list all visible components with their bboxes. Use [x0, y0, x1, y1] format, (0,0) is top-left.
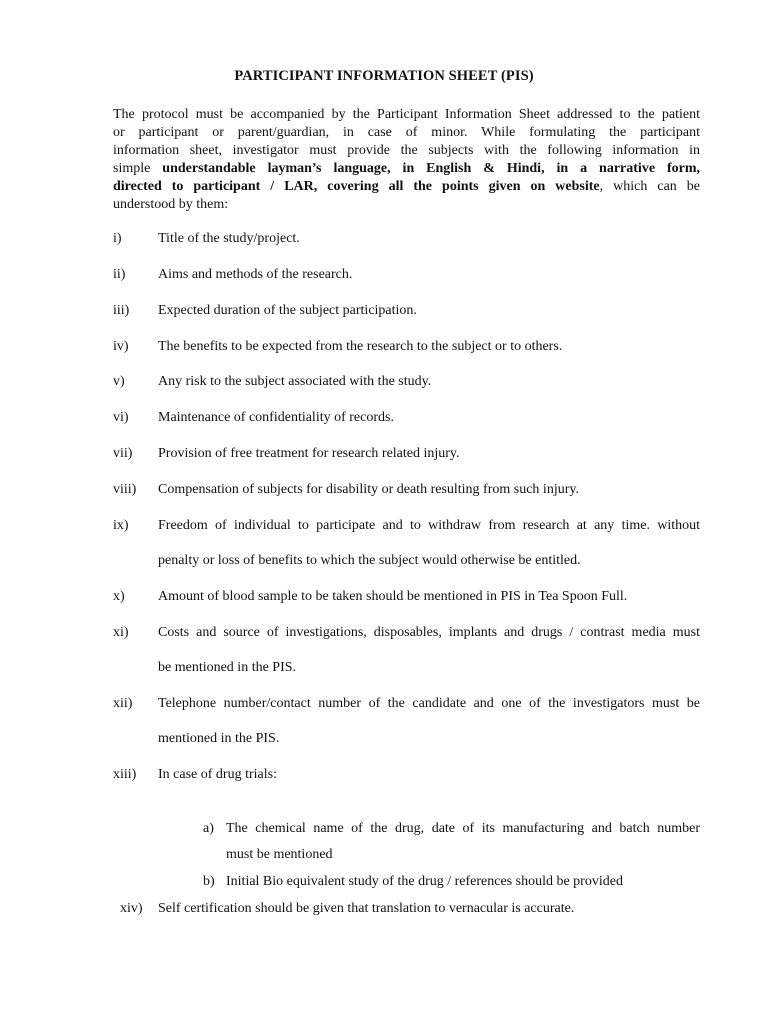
- sub-item-letter: a): [203, 821, 214, 836]
- item-text: Self certification should be given that translation to vernacular is accurate.: [158, 901, 575, 916]
- intro-paragraph: [113, 106, 700, 214]
- item-number: xii): [113, 696, 133, 711]
- sub-item-text: Initial Bio equivalent study of the drug / references should be provided: [226, 874, 623, 889]
- item-number: vii): [113, 446, 133, 461]
- item-text: In case of drug trials:: [158, 767, 277, 782]
- intro-line: understood by them:: [113, 197, 229, 212]
- item-text: Compensation of subjects for disability or death resulting from such injury.: [158, 482, 579, 497]
- item-text: Title of the study/project.: [158, 231, 300, 246]
- intro-text: , which can be: [599, 179, 700, 194]
- intro-line: [113, 178, 700, 196]
- item-text: Aims and methods of the research.: [158, 267, 353, 282]
- item-text-continued: mentioned in the PIS.: [158, 731, 280, 746]
- item-number: ix): [113, 518, 129, 533]
- item-text: Telephone number/contact number of the candidate and one of the investigators must be: [158, 696, 700, 711]
- item-text: Costs and source of investigations, disposables, implants and drugs / contrast media must: [158, 625, 700, 640]
- intro-line: information sheet, investigator must provide the subjects with the following information in: [113, 143, 700, 158]
- item-text-continued: penalty or loss of benefits to which the subject would otherwise be entitled.: [158, 553, 581, 568]
- item-number: vi): [113, 410, 129, 425]
- sub-item-text-continued: must be mentioned: [226, 847, 333, 862]
- page-title: PARTICIPANT INFORMATION SHEET (PIS): [234, 68, 534, 84]
- item-text: Amount of blood sample to be taken should be mentioned in PIS in Tea Spoon Full.: [158, 589, 628, 604]
- item-text-continued: be mentioned in the PIS.: [158, 660, 297, 675]
- sub-item-text: The chemical name of the drug, date of its manufacturing and batch number: [226, 821, 700, 836]
- item-text: Provision of free treatment for research related injury.: [158, 446, 460, 461]
- sub-item-letter: b): [203, 874, 215, 889]
- item-text: The benefits to be expected from the research to the subject or to others.: [158, 339, 563, 354]
- item-number: i): [113, 231, 122, 246]
- item-number: iii): [113, 303, 130, 318]
- item-text: Expected duration of the subject participation.: [158, 303, 417, 318]
- item-text: Any risk to the subject associated with the study.: [158, 374, 432, 389]
- item-number: iv): [113, 339, 129, 354]
- item-number: xiv): [120, 901, 143, 916]
- item-text: Freedom of individual to participate and to withdraw from research at any time. without: [158, 518, 700, 533]
- intro-line: The protocol must be accompanied by the Participant Information Sheet addressed to the patient: [113, 107, 700, 122]
- item-number: xiii): [113, 767, 137, 782]
- intro-text: simple: [113, 161, 163, 176]
- intro-line: [113, 160, 700, 178]
- item-text: Maintenance of confidentiality of records.: [158, 410, 394, 425]
- item-number: viii): [113, 482, 137, 497]
- item-number: xi): [113, 625, 129, 640]
- item-number: x): [113, 589, 125, 604]
- intro-emphasis: understandable layman’s language, in English & Hindi, in a narrative form,: [162, 161, 701, 176]
- item-number: v): [113, 374, 125, 389]
- intro-line: or participant or parent/guardian, in case of minor. While formulating the participant: [113, 125, 700, 140]
- item-number: ii): [113, 267, 126, 282]
- intro-emphasis: directed to participant / LAR, covering all the points given on website: [113, 179, 600, 194]
